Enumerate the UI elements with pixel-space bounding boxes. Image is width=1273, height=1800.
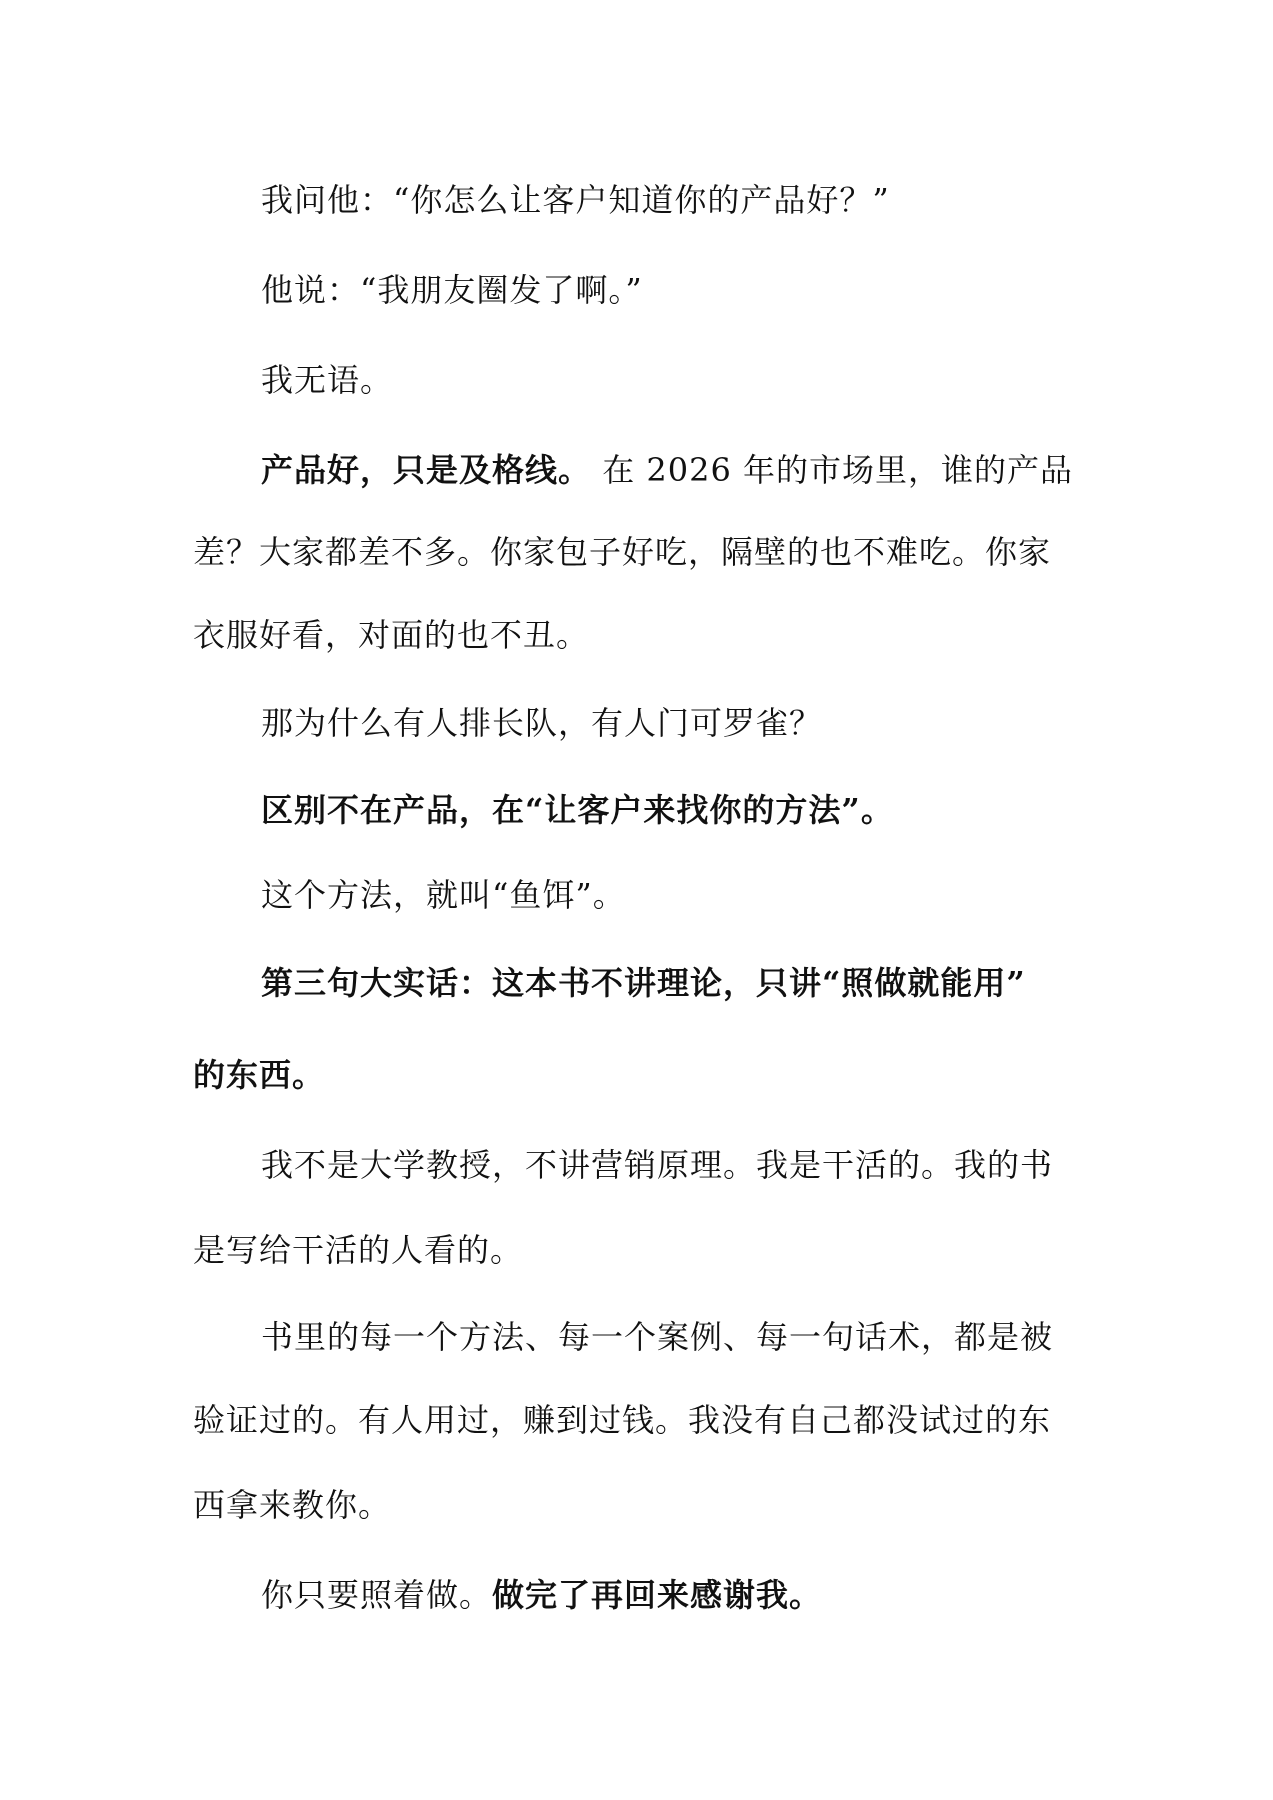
line-text: 书里的每一个方法、每一个案例、每一句话术，都是被 — [261, 1318, 1054, 1356]
text-line — [261, 703, 822, 743]
text-line — [261, 450, 1073, 490]
bold-text: 产品好，只是及格线。 — [261, 451, 592, 489]
text-line — [261, 790, 894, 830]
line-text: 我问他：“你怎么让客户知道你的产品好？” — [261, 181, 890, 219]
text-line — [193, 1055, 325, 1095]
text-line — [261, 1145, 1053, 1185]
text-line — [261, 963, 1026, 1003]
line-text: 在 2026 年的市场里，谁的产品 — [591, 451, 1073, 489]
line-text: 你只要照着做。 — [261, 1576, 493, 1614]
line-text: 衣服好看，对面的也不丑。 — [193, 616, 590, 654]
line-text: 这个方法，就叫“鱼饵”。 — [261, 876, 626, 914]
line-text: 那为什么有人排长队，有人门可罗雀？ — [261, 704, 823, 742]
text-line — [261, 180, 890, 220]
line-text: 我无语。 — [261, 361, 394, 399]
text-line — [261, 1575, 822, 1615]
text-line — [261, 270, 643, 310]
text-line — [193, 1485, 391, 1525]
text-line — [193, 1230, 523, 1270]
line-text: 验证过的。有人用过，赚到过钱。我没有自己都没试过的东 — [193, 1401, 1052, 1439]
line-text: 差？大家都差不多。你家包子好吃，隔壁的也不难吃。你家 — [193, 533, 1052, 571]
bold-text: 区别不在产品，在“让客户来找你的方法”。 — [261, 791, 894, 829]
bold-text: 做完了再回来感谢我。 — [492, 1576, 823, 1614]
text-line — [261, 360, 393, 400]
text-line — [261, 875, 626, 915]
bold-text: 的东西。 — [193, 1056, 326, 1094]
text-line — [261, 1317, 1053, 1357]
bold-text: 第三句大实话：这本书不讲理论，只讲“照做就能用” — [261, 964, 1026, 1002]
text-line — [193, 615, 589, 655]
line-text: 是写给干活的人看的。 — [193, 1231, 524, 1269]
line-text: 西拿来教你。 — [193, 1486, 392, 1524]
line-text: 他说：“我朋友圈发了啊。” — [261, 271, 643, 309]
line-text: 我不是大学教授，不讲营销原理。我是干活的。我的书 — [261, 1146, 1054, 1184]
text-line — [193, 532, 1051, 572]
text-line — [193, 1400, 1051, 1440]
